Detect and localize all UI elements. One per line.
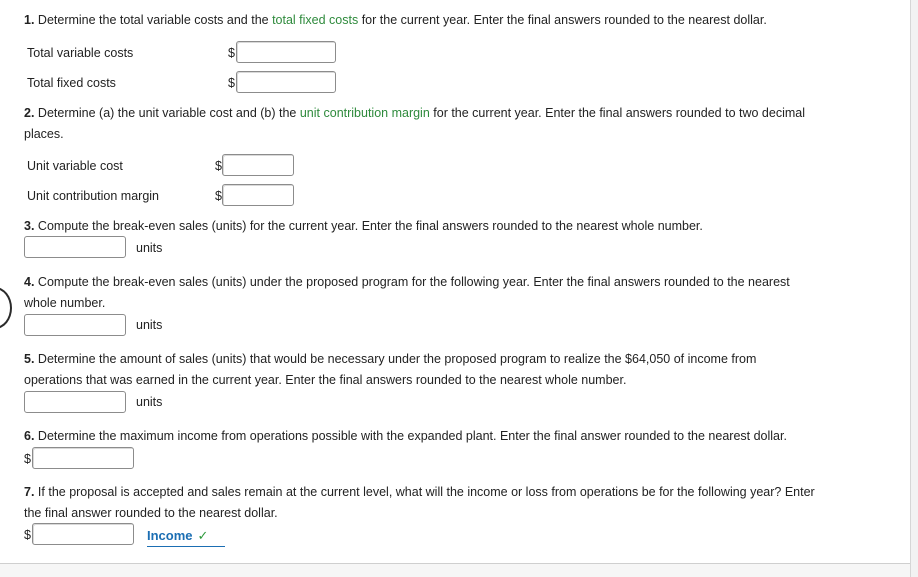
total-variable-costs-input[interactable] xyxy=(236,41,336,63)
question-text: for the current year. Enter the final answers rounded to two decimal xyxy=(429,106,805,120)
question-4-text xyxy=(24,272,908,314)
question-text: the final answer rounded to the nearest dollar. xyxy=(24,506,278,520)
unit-contribution-margin-link[interactable]: unit contribution margin xyxy=(299,106,430,120)
question-6-text xyxy=(24,426,908,447)
question-text: operations that was earned in the current year. Enter the final answers rounded to the nearest whole number. xyxy=(24,373,627,387)
income-loss-selected-value: Income xyxy=(147,528,193,543)
question-text: Determine the maximum income from operations possible with the expanded plant. Enter the final answer rounded to the nearest dollar. xyxy=(37,429,787,443)
income-loss-amount-input[interactable] xyxy=(32,523,134,545)
question-text: Determine the amount of sales (units) that would be necessary under the proposed program to realize the $64,050 of income from xyxy=(37,352,757,366)
units-label: units xyxy=(136,241,163,255)
total-fixed-costs-label: Total fixed costs xyxy=(27,76,116,90)
question-text: places. xyxy=(24,127,64,141)
question-text: for the current year. Enter the final answers rounded to the nearest dollar. xyxy=(358,13,767,27)
total-fixed-costs-link[interactable]: total fixed costs xyxy=(272,13,359,27)
break-even-current-input[interactable] xyxy=(24,236,126,258)
question-text: Compute the break-even sales (units) for the current year. Enter the final answers rounded to the nearest whole number. xyxy=(37,219,703,233)
vertical-scrollbar[interactable] xyxy=(910,0,918,577)
units-label: units xyxy=(136,318,163,332)
currency-symbol: $ xyxy=(24,452,31,466)
question-text: Determine (a) the unit variable cost and (b) the xyxy=(37,106,300,120)
question-number: 4. xyxy=(24,275,35,289)
question-7-text xyxy=(24,482,908,524)
currency-symbol: $ xyxy=(228,46,235,60)
question-text: Determine the total variable costs and the xyxy=(37,13,273,27)
question-number: 3. xyxy=(24,219,35,233)
question-3-text xyxy=(24,216,904,237)
question-text: If the proposal is accepted and sales remain at the current level, what will the income or loss from operations be for the following year? Enter xyxy=(37,485,815,499)
question-text: Compute the break-even sales (units) under the proposed program for the following year. Enter the final answers rounded to the nearest xyxy=(37,275,790,289)
unit-variable-cost-label: Unit variable cost xyxy=(27,159,123,173)
unit-variable-cost-input[interactable] xyxy=(222,154,294,176)
currency-symbol: $ xyxy=(24,528,31,542)
total-variable-costs-label: Total variable costs xyxy=(27,46,134,60)
total-fixed-costs-input[interactable] xyxy=(236,71,336,93)
currency-symbol: $ xyxy=(215,159,222,173)
question-number: 1. xyxy=(24,13,35,27)
unit-contribution-margin-label: Unit contribution margin xyxy=(27,189,160,203)
maximum-income-input[interactable] xyxy=(32,447,134,469)
currency-symbol: $ xyxy=(215,189,222,203)
target-sales-units-input[interactable] xyxy=(24,391,126,413)
units-label: units xyxy=(136,395,163,409)
question-1-text xyxy=(24,10,904,31)
bottom-edge xyxy=(0,563,910,577)
question-text: whole number. xyxy=(24,296,106,310)
question-5-text xyxy=(24,349,908,391)
break-even-proposed-input[interactable] xyxy=(24,314,126,336)
checkmark-icon: ✓ xyxy=(197,528,209,543)
unit-contribution-margin-input[interactable] xyxy=(222,184,294,206)
question-2-text xyxy=(24,103,908,145)
question-number: 6. xyxy=(24,429,35,443)
currency-symbol: $ xyxy=(228,76,235,90)
question-number: 5. xyxy=(24,352,35,366)
focus-indicator-circle xyxy=(0,287,12,329)
income-loss-dropdown[interactable] xyxy=(147,526,225,547)
question-number: 7. xyxy=(24,485,35,499)
question-number: 2. xyxy=(24,106,35,120)
